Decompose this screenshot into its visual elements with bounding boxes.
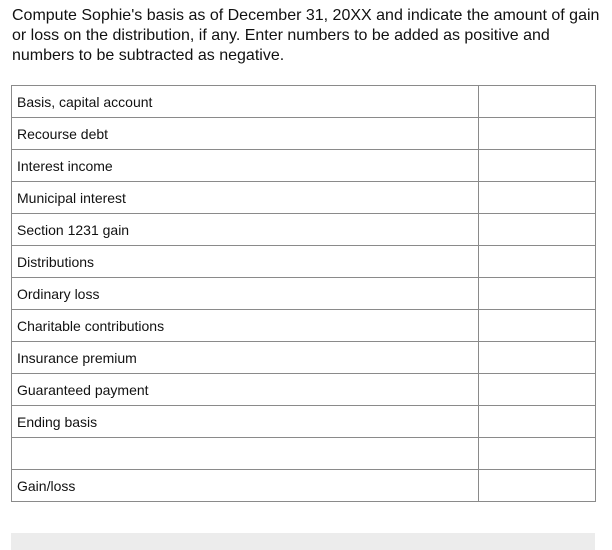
table-row [12, 246, 596, 278]
amount-input-insurance-premium[interactable] [479, 342, 595, 373]
row-label: Distributions [12, 246, 479, 278]
row-label: Basis, capital account [12, 86, 479, 118]
question-prompt: Compute Sophie's basis as of December 31, 20XX and indicate the amount of gain or loss on the distribution, if any. Enter numbers to be added as positive and numbers to be subtracted as negative. [12, 7, 600, 64]
row-label: Interest income [12, 150, 479, 182]
amount-input-ordinary-loss[interactable] [479, 278, 595, 309]
basis-table [11, 85, 596, 502]
amount-input-charitable-contributions[interactable] [479, 310, 595, 341]
row-label: Gain/loss [12, 470, 479, 502]
footer-bar [11, 533, 595, 550]
amount-cell [479, 470, 596, 502]
amount-cell [479, 86, 596, 118]
amount-input-basis-capital-account[interactable] [479, 86, 595, 117]
amount-cell [479, 406, 596, 438]
amount-cell [479, 374, 596, 406]
row-label: Insurance premium [12, 342, 479, 374]
amount-input-distributions[interactable] [479, 246, 595, 277]
table-row [12, 438, 596, 470]
amount-cell [479, 118, 596, 150]
table-row [12, 342, 596, 374]
amount-input-ending-basis[interactable] [479, 406, 595, 437]
row-label [12, 438, 479, 470]
row-label: Guaranteed payment [12, 374, 479, 406]
amount-input-municipal-interest[interactable] [479, 182, 595, 213]
row-label: Recourse debt [12, 118, 479, 150]
amount-cell [479, 278, 596, 310]
table-row [12, 310, 596, 342]
amount-cell [479, 438, 596, 470]
table-row [12, 86, 596, 118]
amount-input-section-1231-gain[interactable] [479, 214, 595, 245]
row-label: Section 1231 gain [12, 214, 479, 246]
amount-input-guaranteed-payment[interactable] [479, 374, 595, 405]
amount-cell [479, 182, 596, 214]
amount-input-gain-loss[interactable] [479, 470, 595, 501]
amount-cell [479, 246, 596, 278]
row-label: Charitable contributions [12, 310, 479, 342]
amount-cell [479, 214, 596, 246]
amount-cell [479, 150, 596, 182]
table-row [12, 182, 596, 214]
amount-input-blank-row[interactable] [479, 438, 595, 469]
table-row [12, 470, 596, 502]
amount-input-interest-income[interactable] [479, 150, 595, 181]
table-row [12, 374, 596, 406]
row-label: Municipal interest [12, 182, 479, 214]
row-label: Ordinary loss [12, 278, 479, 310]
amount-cell [479, 342, 596, 374]
table-row [12, 278, 596, 310]
table-row [12, 406, 596, 438]
table-row [12, 150, 596, 182]
amount-input-recourse-debt[interactable] [479, 118, 595, 149]
table-row [12, 118, 596, 150]
row-label: Ending basis [12, 406, 479, 438]
table-row [12, 214, 596, 246]
amount-cell [479, 310, 596, 342]
